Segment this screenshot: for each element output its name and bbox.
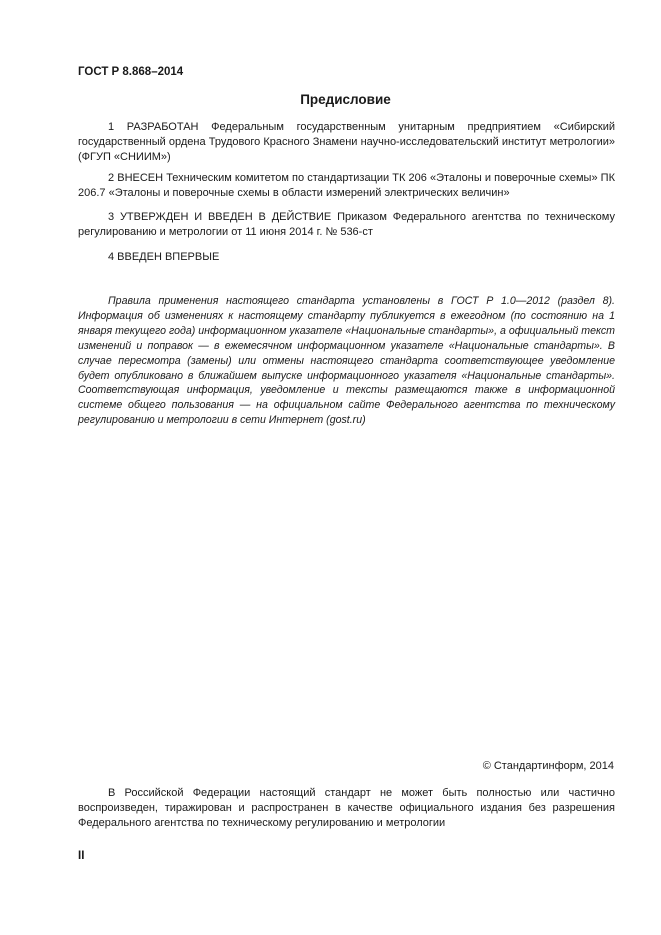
document-code: ГОСТ Р 8.868–2014 <box>78 66 184 78</box>
preface-item-2: 2 ВНЕСЕН Техническим комитетом по стандартизации ТК 206 «Эталоны и поверочные схемы» ПК 206.7 «Эталоны и поверочные схемы в области измерений электрических величин» <box>78 172 615 199</box>
preface-item-4: 4 ВВЕДЕН ВПЕРВЫЕ <box>108 251 220 263</box>
preface-item-3: 3 УТВЕРЖДЕН И ВВЕДЕН В ДЕЙСТВИЕ Приказом Федерального агентства по техническому регулированию и метрологии от 11 июня 2014 г. № 536-ст <box>78 211 615 238</box>
legal-notice: В Российской Федерации настоящий стандарт не может быть полностью или частично воспроизведен, тиражирован и распространен в качестве официального издания без разрешения Федерального агентства по техническому регулированию и метрологии <box>78 787 615 829</box>
preface-title: Предисловие <box>300 92 391 107</box>
page-number: II <box>78 850 85 862</box>
preface-item-1: 1 РАЗРАБОТАН Федеральным государственным унитарным предприятием «Сибирский государственный ордена Трудового Красного Знамени научно-исследовательский институт метрологии» (ФГУП «СНИИМ») <box>78 121 615 163</box>
copyright: © Стандартинформ, 2014 <box>482 760 614 772</box>
rules-note: Правила применения настоящего стандарта установлены в ГОСТ Р 1.0—2012 (раздел 8). Информация об изменениях к настоящему стандарту публикуется в ежегодном (по состоянию на 1 января текущего года) информационном указателе «Национальные стандарты», а официальный текст изменений и поправок — в ежемесячном информационном указателе «Национальные стандарты». В случае пересмотра (замены) или отмены настоящего стандарта соответствующее уведомление будет опубликовано в ближайшем выпуске информационного указателя «Национальные стандарты». Соответствующая информация, уведомление и тексты размещаются также в информационной системе общего пользования — на официальном сайте Федерального агентства по техническому регулированию и метрологии в сети Интернет (gost.ru) <box>78 295 615 427</box>
